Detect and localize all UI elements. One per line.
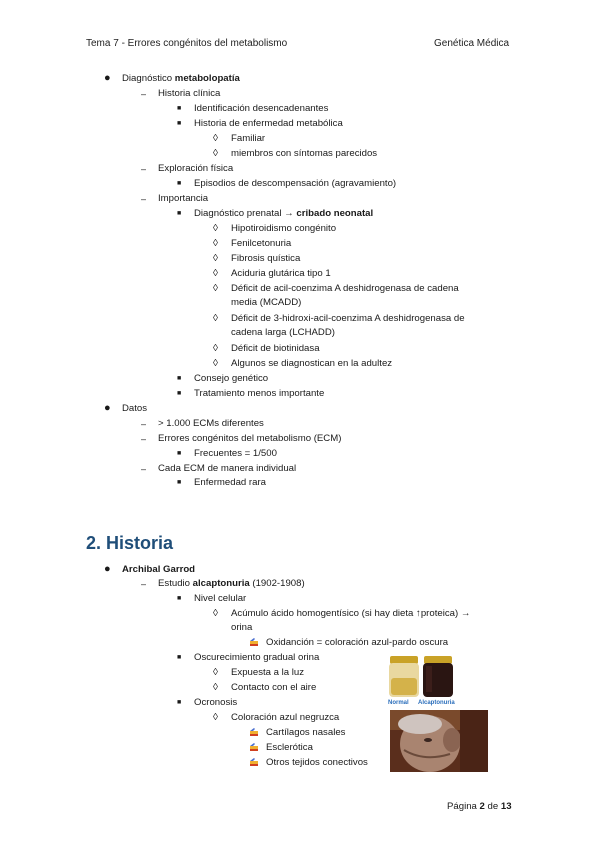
square-bullet-icon: ■	[177, 699, 182, 706]
list-item: Exploración física	[158, 163, 234, 174]
item-bold: alcaptonuria	[192, 578, 250, 589]
pointing-hand-icon	[249, 742, 259, 752]
item-text: Estudio	[158, 578, 193, 589]
square-bullet-icon: ■	[177, 180, 182, 187]
diamond-icon: ◊	[213, 667, 218, 678]
list-item: Déficit de biotinidasa	[231, 343, 320, 354]
page-number	[447, 801, 512, 812]
dash-icon: –	[141, 434, 147, 444]
list-item: Fenilcetonuria	[231, 238, 292, 249]
square-bullet-icon: ■	[177, 390, 182, 397]
square-bullet-icon: ■	[177, 450, 182, 457]
footer-text: de	[484, 801, 501, 812]
diamond-icon: ◊	[213, 343, 218, 354]
square-bullet-icon: ■	[177, 120, 182, 127]
dash-icon: –	[141, 579, 147, 589]
list-item: > 1.000 ECMs diferentes	[158, 418, 264, 429]
diamond-icon: ◊	[213, 712, 218, 723]
diamond-icon: ◊	[213, 238, 218, 249]
section-heading: 2. Historia	[86, 533, 174, 553]
item-text: Diagnóstico	[122, 73, 175, 84]
diamond-icon: ◊	[213, 133, 218, 144]
list-item: Algunos se diagnostican en la adultez	[231, 358, 393, 369]
item-bold: → cribado neonatal	[284, 208, 374, 219]
list-item: Déficit de 3-hidroxi-acil-coenzima A deshidrogenasa de	[231, 313, 465, 324]
list-item: Fibrosis quística	[231, 253, 301, 264]
list-item: Identificación desencadenantes	[194, 103, 329, 114]
diamond-icon: ◊	[213, 682, 218, 693]
list-item: Coloración azul negruzca	[231, 712, 340, 723]
dash-icon: –	[141, 464, 147, 474]
header-left: Tema 7 - Errores congénitos del metabolismo	[86, 38, 288, 49]
list-item: Tratamiento menos importante	[194, 388, 325, 399]
item-bold: metabolopatía	[174, 73, 240, 84]
list-item: Cada ECM de manera individual	[158, 463, 297, 474]
bullet-icon: ●	[104, 563, 111, 575]
list-item: Aciduria glutárica tipo 1	[231, 268, 331, 279]
list-item: Oscurecimiento gradual orina	[194, 652, 320, 663]
dash-icon: –	[141, 419, 147, 429]
ocronosis-face-photo	[390, 710, 488, 772]
diamond-icon: ◊	[213, 358, 218, 369]
list-item-cont: cadena larga (LCHADD)	[231, 327, 335, 338]
bullet-icon: ●	[104, 402, 111, 414]
square-bullet-icon: ■	[177, 595, 182, 602]
bullet-icon: ●	[104, 72, 111, 84]
diamond-icon: ◊	[213, 268, 218, 279]
list-item: Historia clínica	[158, 88, 221, 99]
square-bullet-icon: ■	[177, 105, 182, 112]
diamond-icon: ◊	[213, 223, 218, 234]
diamond-icon: ◊	[213, 608, 218, 619]
list-item: Contacto con el aire	[231, 682, 317, 693]
item-text: (1902-1908)	[249, 578, 305, 589]
list-item	[194, 208, 373, 220]
list-item: Episodios de descompensación (agravamiento)	[194, 178, 397, 189]
list-item: Ocronosis	[194, 697, 238, 708]
list-item: Archibal Garrod	[122, 564, 196, 575]
list-item-cont: media (MCADD)	[231, 297, 302, 308]
list-item: Otros tejidos conectivos	[266, 757, 368, 768]
pointing-hand-icon	[249, 637, 259, 647]
footer-total: 13	[500, 801, 512, 812]
diamond-icon: ◊	[213, 148, 218, 159]
list-item: Nivel celular	[194, 593, 247, 604]
footer-page: 2	[479, 801, 485, 812]
list-item: Errores congénitos del metabolismo (ECM)	[158, 433, 342, 444]
list-item	[158, 578, 305, 590]
square-bullet-icon: ■	[177, 210, 182, 217]
pointing-hand-icon	[249, 727, 259, 737]
list-item: Enfermedad rara	[194, 477, 266, 488]
list-item: Familiar	[231, 133, 266, 144]
caption-alcaptonuria: Alcaptonuria	[418, 700, 455, 706]
item-text: Diagnóstico prenatal	[194, 208, 285, 219]
pointing-hand-icon	[249, 757, 259, 767]
diamond-icon: ◊	[213, 283, 218, 294]
list-item: Déficit de acil-coenzima A deshidrogenasa de cadena	[231, 283, 459, 294]
diamond-icon: ◊	[213, 313, 218, 324]
list-item: Historia de enfermedad metabólica	[194, 118, 343, 129]
square-bullet-icon: ■	[177, 479, 182, 486]
square-bullet-icon: ■	[177, 375, 182, 382]
list-item: Acúmulo ácido homogentísico (si hay dieta ↑proteica) →	[231, 608, 471, 619]
list-item: Cartílagos nasales	[266, 727, 346, 738]
dash-icon: –	[141, 194, 147, 204]
list-item: miembros con síntomas parecidos	[231, 148, 378, 159]
footer-text: Página	[447, 801, 480, 812]
list-item: Consejo genético	[194, 373, 269, 384]
header-right: Genética Médica	[434, 38, 510, 49]
list-item: Expuesta a la luz	[231, 667, 305, 678]
list-item: Frecuentes = 1/500	[194, 448, 277, 459]
list-item: Hipotiroidismo congénito	[231, 223, 337, 234]
dash-icon: –	[141, 164, 147, 174]
square-bullet-icon: ■	[177, 654, 182, 661]
dash-icon: –	[141, 89, 147, 99]
list-item: Oxidanción = coloración azul-pardo oscura	[266, 637, 449, 648]
list-item	[122, 73, 240, 85]
diamond-icon: ◊	[213, 253, 218, 264]
list-item: Importancia	[158, 193, 209, 204]
list-item-cont: orina	[231, 622, 253, 633]
list-item: Esclerótica	[266, 742, 313, 753]
caption-normal: Normal	[388, 700, 409, 706]
list-item: Datos	[122, 403, 148, 414]
